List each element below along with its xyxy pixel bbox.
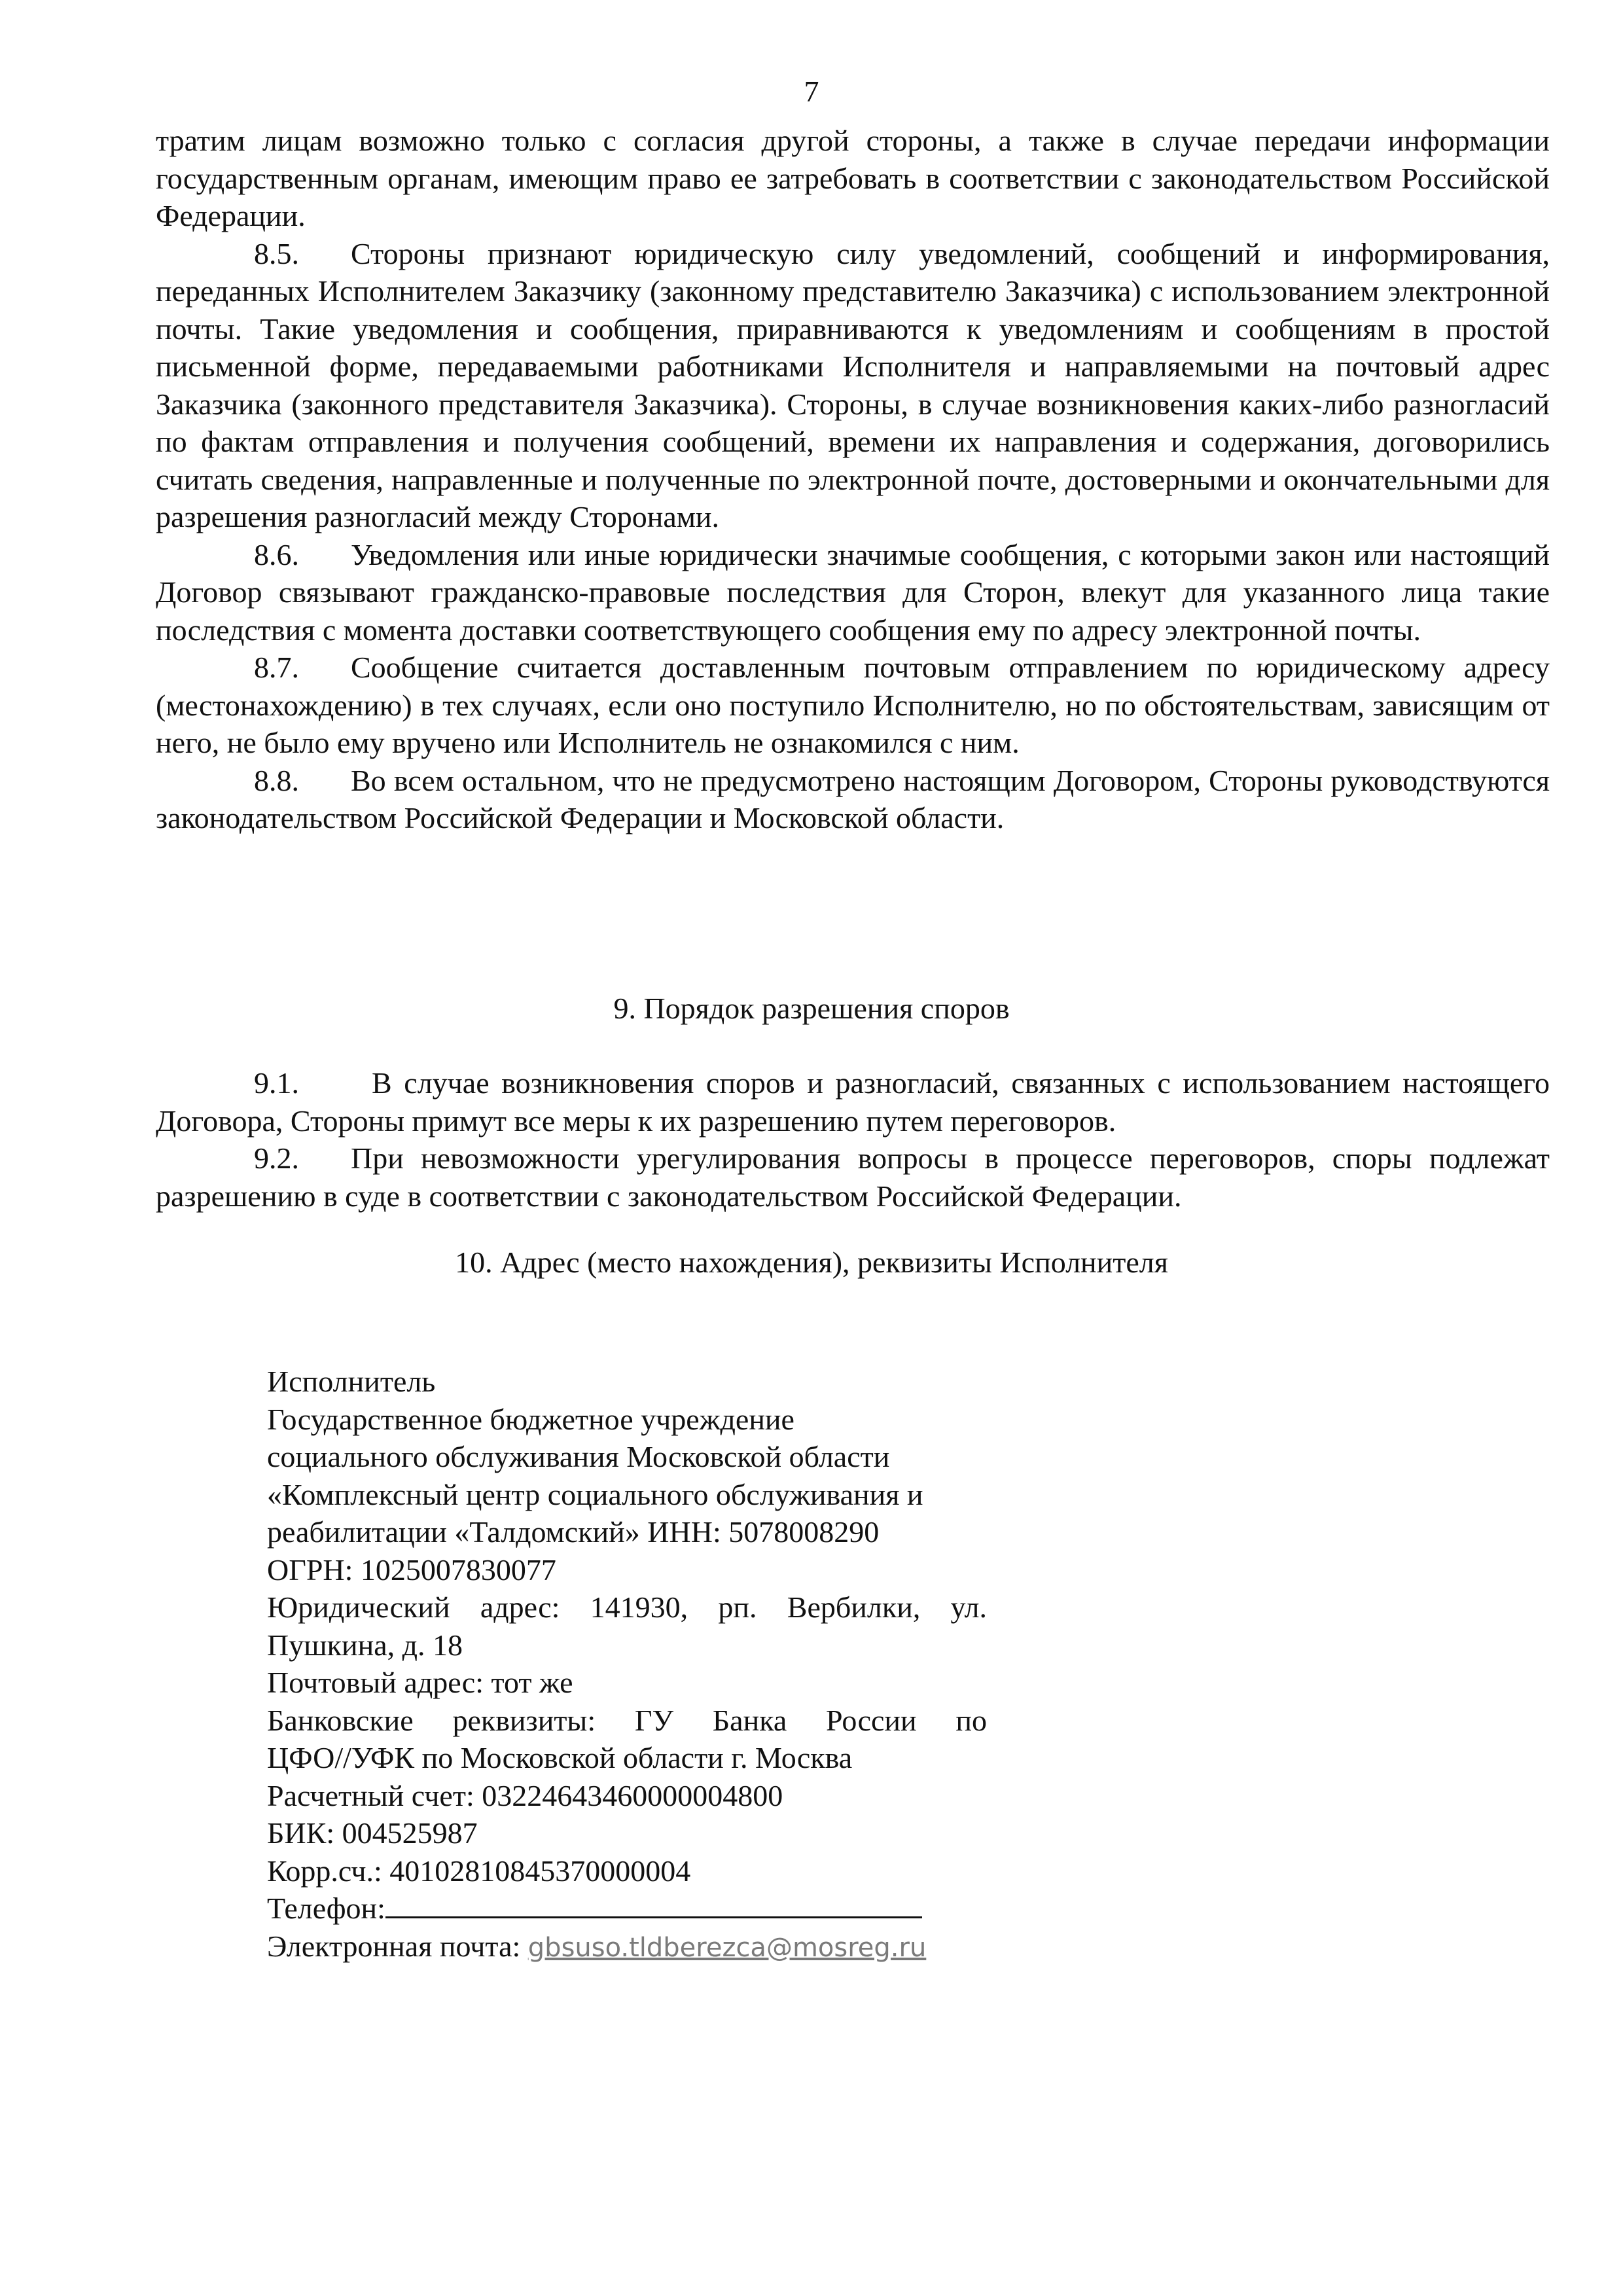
clause-8-8 [156, 762, 1550, 837]
section-10-heading: 10. Адрес (место нахождения), реквизиты Исполнителя [455, 1246, 1168, 1279]
section-8-continuation [156, 122, 1550, 837]
intro-paragraph: тратим лицам возможно только с согласия другой стороны, а также в случае передачи информации государственным органам, имеющим право ее затребовать в соответствии с законодательством Российской Федерации. [156, 124, 1550, 232]
org-name-line: реабилитации «Талдомский» ИНН: 5078008290 [267, 1515, 880, 1549]
clause-8-5 [156, 235, 1550, 536]
section-9-heading: 9. Порядок разрешения споров [613, 992, 1010, 1025]
section-9-body [156, 1064, 1550, 1215]
executor-requisites [267, 1363, 987, 1967]
clause-text: Стороны признают юридическую силу уведомлений, сообщений и информирования, переданных Исполнителем Заказчику (законному представителю Заказчика) с использованием электронной почты. Такие уведомления и сообщения, приравниваются к уведомлениям и сообщениям в простой письменной форме, передаваемыми работниками Исполнителя и направляемыми на почтовый адрес Заказчика (законного представителя Заказчика). Стороны, в случае возникновения каких-либо разногласий по фактам отправления и получения сообщений, времени их направления и содержания, договорились считать сведения, направленные и полученные по электронной почте, достоверными и окончательными для разрешения разногласий между Сторонами. [156, 236, 1550, 533]
bik: БИК: 004525987 [267, 1816, 478, 1850]
requisites-title: Исполнитель [267, 1365, 436, 1398]
clause-number: 8.7. [254, 651, 299, 684]
org-name-line: Государственное бюджетное учреждение [267, 1402, 794, 1436]
clause-8-6 [156, 536, 1550, 649]
clause-8-7 [156, 649, 1550, 762]
correspondent-account: Корр.сч.: 40102810845370000004 [267, 1854, 691, 1888]
clause-text: Во всем остальном, что не предусмотрено настоящим Договором, Стороны руководствуются законодательством Российской Федерации и Московской области. [156, 763, 1550, 834]
clause-text: Сообщение считается доставленным почтовым отправлением по юридическому адресу (местонахождению) в тех случаях, если оно поступило Исполнителю, но по обстоятельствам, зависящим от него, не было ему вручено или Исполнитель не ознакомился с ним. [156, 651, 1550, 759]
bank-details-cont: ЦФО//УФК по Московской области г. Москва [267, 1741, 853, 1774]
email-link[interactable]: gbsuso.tldberezca@mosreg.ru [527, 1932, 927, 1963]
clause-number: 9.2. [254, 1141, 299, 1175]
email-label: Электронная почта: [267, 1929, 528, 1963]
postal-address: Почтовый адрес: тот же [267, 1666, 573, 1699]
org-name-line: социального обслуживания Московской области [267, 1440, 890, 1473]
ogrn: ОГРН: 1025007830077 [267, 1552, 556, 1587]
legal-address-cont: Пушкина, д. 18 [267, 1628, 463, 1662]
email-row [267, 1928, 987, 1967]
clause-number: 9.1. [254, 1066, 299, 1100]
clause-text: В случае возникновения споров и разногласий, связанных с использованием настоящего Договора, Стороны примут все меры к их разрешению путем переговоров. [156, 1066, 1550, 1138]
legal-address: Юридический адрес: 141930, рп. Вербилки, ул. [267, 1590, 987, 1624]
phone-blank-line [385, 1890, 922, 1918]
settlement-account: Расчетный счет: 03224643460000004800 [267, 1778, 783, 1812]
clause-number: 8.5. [254, 236, 299, 270]
clause-number: 8.8. [254, 763, 299, 797]
clause-text: При невозможности урегулирования вопросы в процессе переговоров, споры подлежат разрешению в суде в соответствии с законодательством Российской Федерации. [156, 1141, 1550, 1213]
clause-text: Уведомления или иные юридически значимые сообщения, с которыми закон или настоящий Договор связывают гражданско-правовые последствия для Сторон, влекут для указанного лица такие последствия с момента доставки соответствующего сообщения ему по адресу электронной почты. [156, 537, 1550, 647]
clause-9-2 [156, 1139, 1550, 1215]
phone-row [267, 1890, 987, 1928]
clause-9-1 [156, 1064, 1550, 1139]
page-number: 7 [804, 75, 819, 108]
phone-label: Телефон: [267, 1892, 385, 1925]
bank-details: Банковские реквизиты: ГУ Банка России по [267, 1703, 987, 1737]
org-name-line: «Комплексный центр социального обслуживания и [267, 1477, 923, 1511]
clause-number: 8.6. [254, 537, 299, 571]
